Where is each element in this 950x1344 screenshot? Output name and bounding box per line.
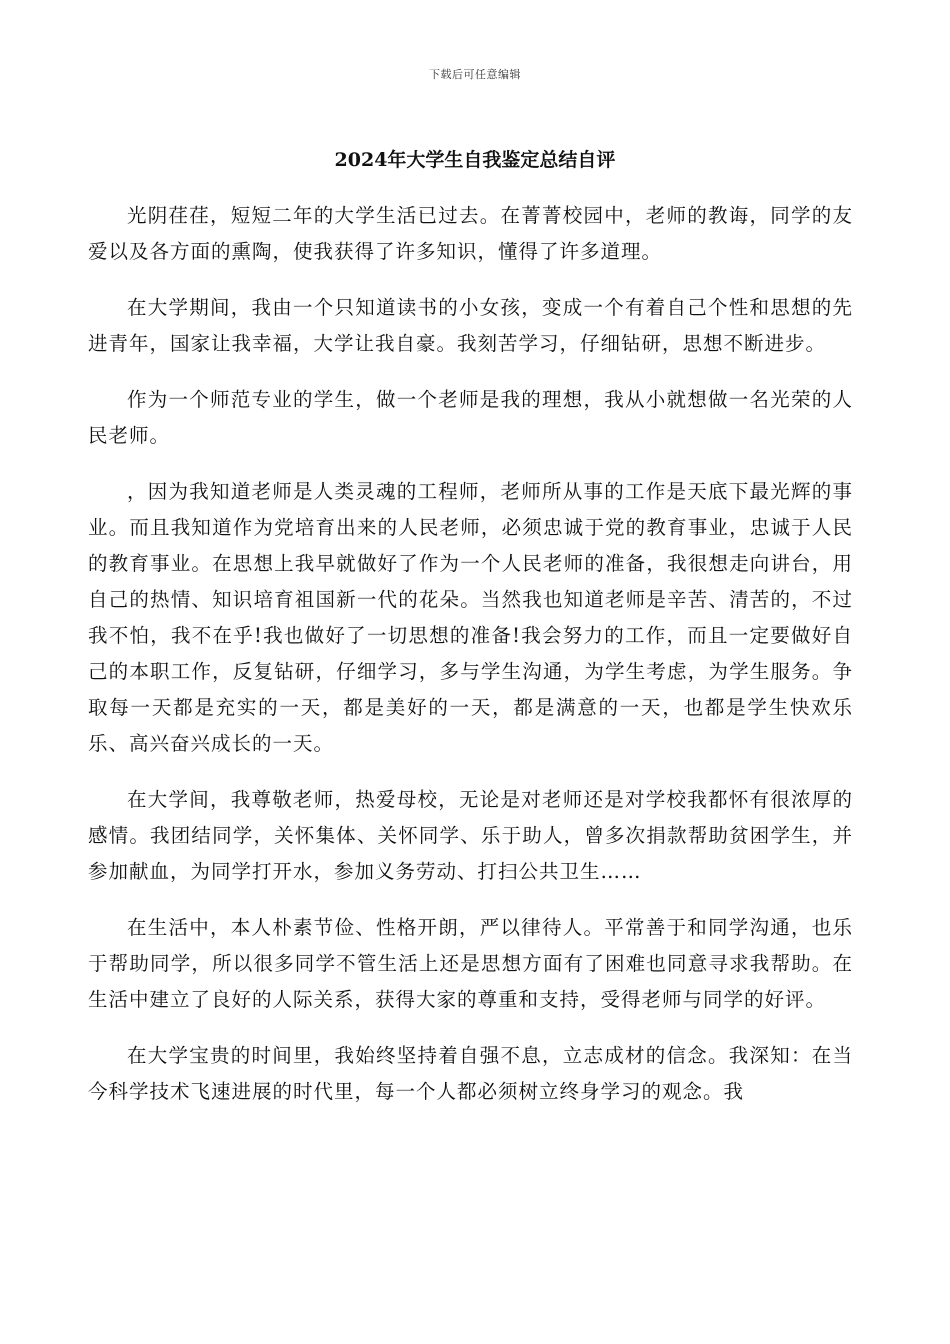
paragraph: ，因为我知道老师是人类灵魂的工程师，老师所从事的工作是天底下最光辉的事业。而且我知道作为党培育出来的人民老师，必须忠诚于党的教育事业，忠诚于人民的教育事业。在思想上我早就做好了作为一个人民老师的准备，我很想走向讲台，用自己的热情、知识培育祖国新一代的花朵。当然我也知道老师是辛苦、清苦的，不过我不怕，我不在乎!我也做好了一切思想的准备!我会努力的工作，而且一定要做好自己的本职工作，反复钻研，仔细学习，多与学生沟通，为学生考虑，为学生服务。争取每一天都是充实的一天，都是美好的一天，都是满意的一天，也都是学生快欢乐乐、高兴奋兴成长的一天。	[88, 480, 853, 755]
document-body	[88, 198, 853, 1130]
paragraph: 作为一个师范专业的学生，做一个老师是我的理想，我从小就想做一名光荣的人民老师。	[88, 388, 853, 447]
paragraph: 在大学间，我尊敬老师，热爱母校，无论是对老师还是对学校我都怀有很浓厚的感情。我团结同学，关怀集体、关怀同学、乐于助人，曾多次捐款帮助贫困学生，并参加献血，为同学打开水，参加义务劳动、打扫公共卫生……	[88, 788, 853, 883]
document-title: 2024年大学生自我鉴定总结自评	[334, 149, 616, 171]
paragraph: 光阴荏荏，短短二年的大学生活已过去。在菁菁校园中，老师的教诲，同学的友爱以及各方面的熏陶，使我获得了许多知识，懂得了许多道理。	[88, 204, 853, 263]
paragraph: 在大学期间，我由一个只知道读书的小女孩，变成一个有着自己个性和思想的先进青年，国家让我幸福，大学让我自豪。我刻苦学习，仔细钻研，思想不断进步。	[88, 296, 853, 355]
paragraph: 在大学宝贵的时间里，我始终坚持着自强不息，立志成材的信念。我深知：在当今科学技术飞速进展的时代里，每一个人都必须树立终身学习的观念。我	[88, 1044, 853, 1103]
paragraph: 在生活中，本人朴素节俭、性格开朗，严以律待人。平常善于和同学沟通，也乐于帮助同学，所以很多同学不管生活上还是思想方面有了困难也同意寻求我帮助。在生活中建立了良好的人际关系，获得大家的尊重和支持，受得老师与同学的好评。	[88, 916, 853, 1011]
page-header-note: 下载后可任意编辑	[429, 68, 521, 81]
